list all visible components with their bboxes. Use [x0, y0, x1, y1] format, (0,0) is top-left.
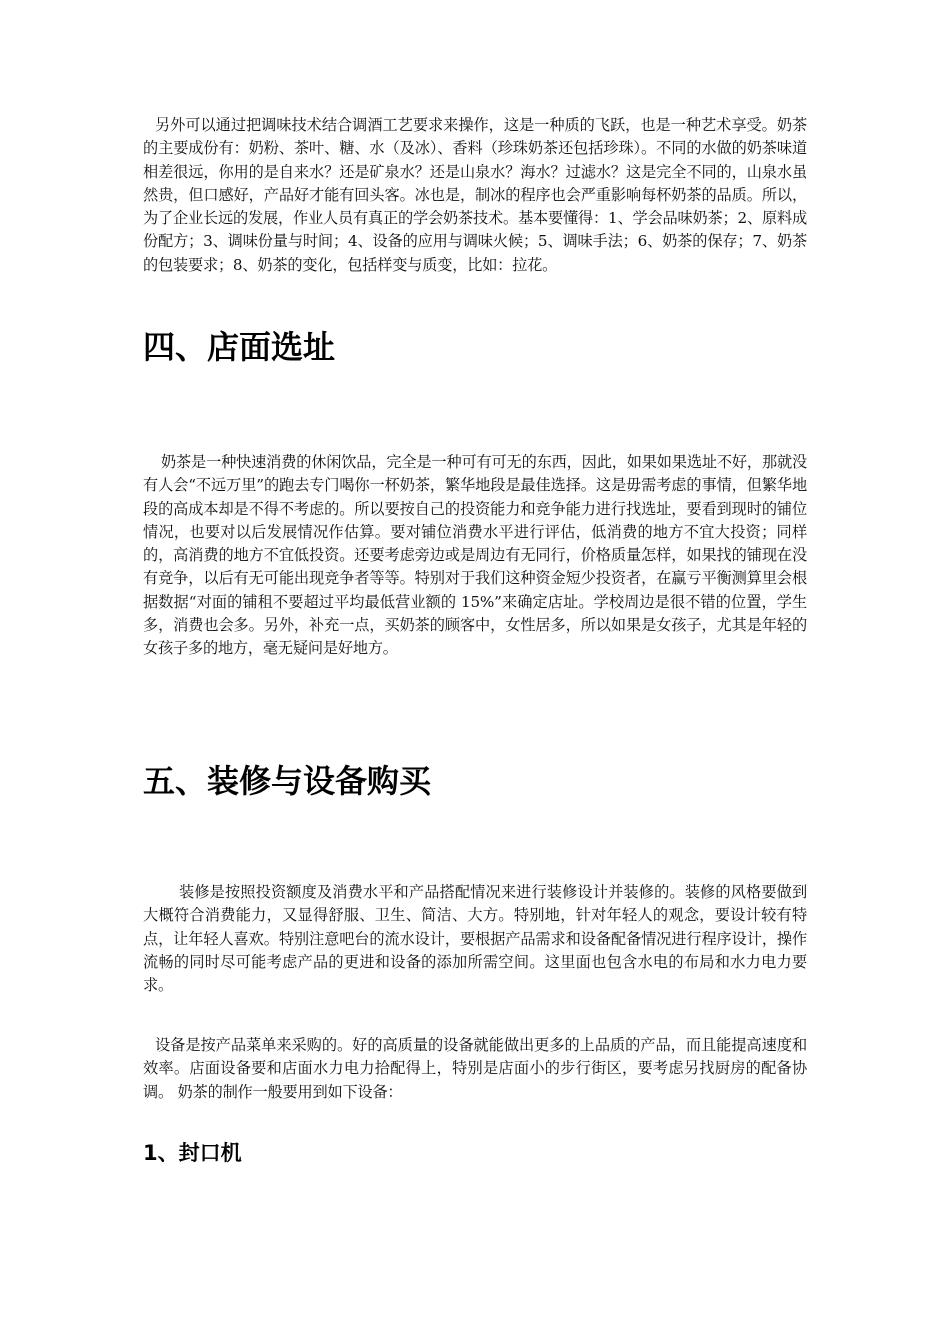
paragraph-equipment: 设备是按产品菜单来采购的。好的高质量的设备就能做出更多的上品质的产品，而且能提高速度和效率。店面设备要和店面水力电力拾配得上，特别是店面小的步行街区，要考虑另找厨房的配备协调。 奶茶的制作一般要用到如下设备： [143, 1036, 807, 1101]
paragraph-store-location: 奶茶是一种快速消费的休闲饮品，完全是一种可有可无的东西，因此，如果如果选址不好，那就没有人会“不远万里”的跑去专门喝你一杯奶茶，繁华地段是最佳选择。这是毋需考虑的事情，但繁华地段的高成本却是不得不考虑的。所以要按自己的投资能力和竞争能力进行找选址，要看到现时的铺位情况，也要对以后发展情况作估算。要对铺位消费水平进行评估，低消费的地方不宜大投资；同样的，高消费的地方不宜低投资。还要考虑旁边或是周边有无同行，价格质量怎样，如果找的铺现在没有竞争，以后有无可能出现竞争者等等。特别对于我们这种资金短少投资者，在赢亏平衡测算里会根据数据“对面的铺租不要超过平均最低营业额的 15%”来确定店址。学校周边是很不错的位置，学生多，消费也会多。另外，补充一点，买奶茶的顾客中，女性居多，所以如果是女孩子，尤其是年轻的女孩子多的地方，毫无疑问是好地方。 [143, 453, 807, 658]
paragraph-decoration: 装修是按照投资额度及消费水平和产品搭配情况来进行装修设计并装修的。装修的风格要做到大概符合消费能力，又显得舒服、卫生、简洁、大方。特别地，针对年轻人的观念，要设计较有特点，让年轻人喜欢。特别注意吧台的流水设计，要根据产品需求和设备配备情况进行程序设计，操作流畅的同时尽可能考虑产品的更进和设备的添加所需空间。这里面也包含水电的布局和水力电力要求。 [143, 883, 807, 995]
heading-decoration-equipment: 五、装修与设备购买 [143, 762, 432, 800]
heading-store-location: 四、店面选址 [143, 328, 336, 366]
paragraph-milk-tea-techniques: 另外可以通过把调味技术结合调酒工艺要求来操作，这是一种质的飞跃，也是一种艺术享受。奶茶的主要成份有：奶粉、茶叶、糖、水（及冰）、香料（珍珠奶茶还包括珍珠）。不同的水做的奶茶味道相差很远，你用的是自来水？还是矿泉水？还是山泉水？海水？过滤水？这是完全不同的，山泉水虽然贵，但口感好，产品好才能有回头客。冰也是，制冰的程序也会严重影响每杯奶茶的品质。所以，为了企业长远的发展，作业人员有真正的学会奶茶技术。基本要懂得：1、学会品味奶茶；2、原料成份配方；3、调味份量与时间；4、设备的应用与调味火候；5、调味手法；6、奶茶的保存；7、奶茶的包装要求；8、奶茶的变化，包括样变与质变，比如：拉花。 [143, 116, 807, 274]
heading-sealing-machine: 1、封口机 [143, 1141, 242, 1165]
